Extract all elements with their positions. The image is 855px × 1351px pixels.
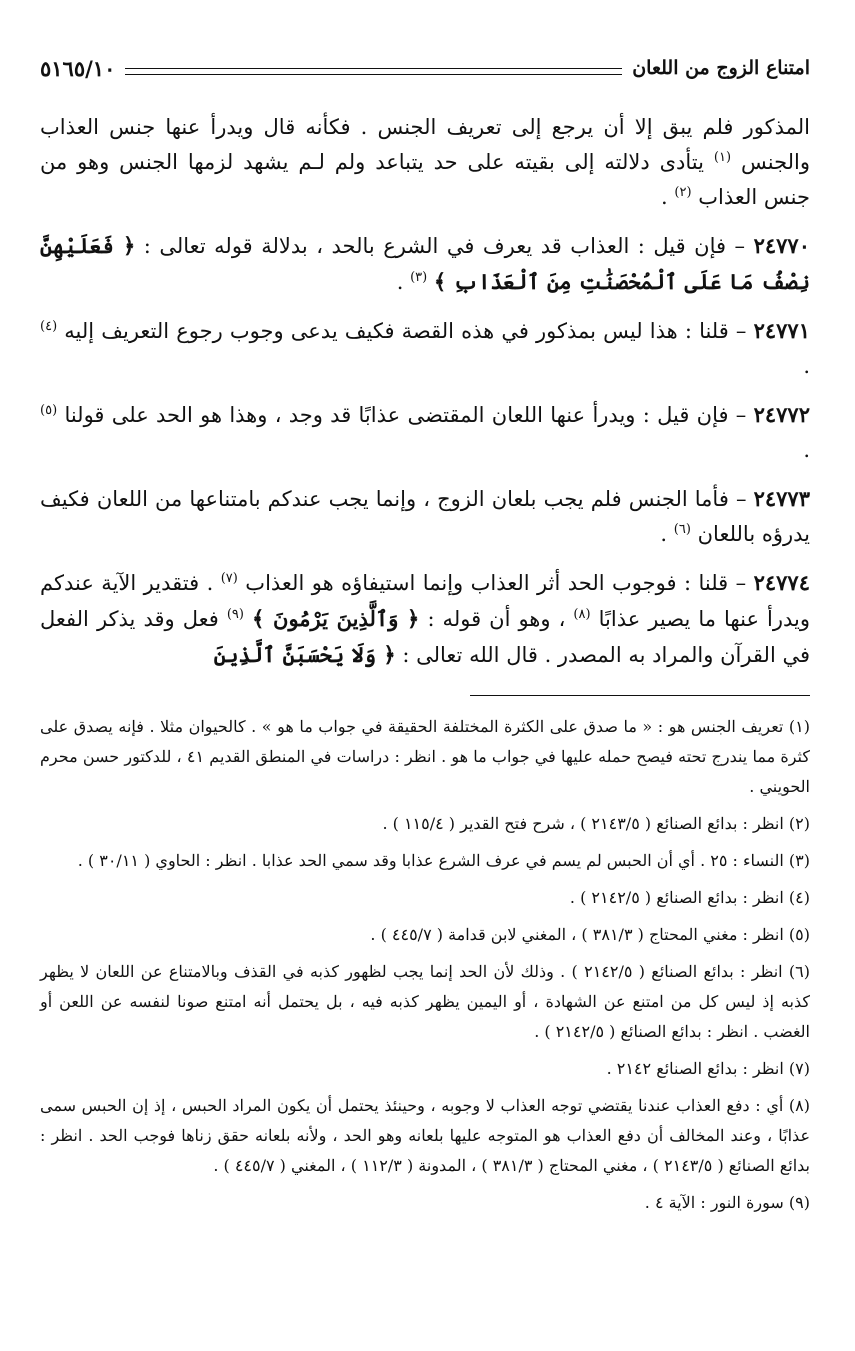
footnote-ref: (٢) — [674, 185, 692, 200]
paragraph-number: ٢٤٧٧١ — [753, 318, 810, 343]
footnote-ref: (٤) — [40, 319, 58, 334]
footnote-2: (٢) انظر : بدائع الصنائع ( ٢١٤٣/٥ ) ، شرح فتح القدير ( ١١٥/٤ ) . — [382, 814, 810, 833]
paragraph-number: ٢٤٧٧٢ — [753, 402, 810, 427]
page-header — [40, 48, 810, 88]
quran-verse: ﴿ فَعَلَيْهِنَّ نِصْفُ مَا عَلَى ٱلْمُحْصَنَٰتِ مِنَ ٱلْعَذَابِ ﴾ — [40, 233, 810, 294]
paragraph-text: – فإن قيل : ويدرأ عنها اللعان المقتضى عذابًا قد وجد ، وهذا هو الحد على قولنا — [64, 403, 747, 427]
intro-paragraph — [40, 110, 810, 215]
paragraph-24772 — [40, 397, 810, 468]
paragraph-24773 — [40, 481, 810, 552]
paragraph-number: ٢٤٧٧٣ — [753, 486, 810, 511]
footnote-ref: (٨) — [573, 607, 591, 622]
paragraph-24770 — [40, 228, 810, 300]
footnote-ref: (٧) — [220, 571, 238, 586]
paragraph-text-3: ، وهو أن قوله : — [427, 607, 566, 631]
paragraph-number: ٢٤٧٧٤ — [753, 570, 810, 595]
footnote-ref: (٣) — [410, 270, 428, 285]
footnotes — [40, 712, 810, 1218]
page-number: ٥١٦٥/١٠ — [40, 55, 116, 81]
footnote-separator — [470, 695, 810, 696]
paragraph-24774 — [40, 565, 810, 673]
footnote-ref: (٦) — [673, 522, 691, 537]
paragraph-24771 — [40, 313, 810, 384]
footnote-5: (٥) انظر : مغني المحتاج ( ٣٨١/٣ ) ، المغني لابن قدامة ( ٤٤٥/٧ ) . — [370, 925, 810, 944]
paragraph-end: . — [803, 354, 810, 378]
intro-text: المذكور فلم يبق إلا أن يرجع إلى تعريف الجنس . فكأنه قال ويدرأ عنها جنس العذاب والجنس — [40, 115, 810, 174]
footnote-6: (٦) انظر : بدائع الصنائع ( ٢١٤٢/٥ ) . وذلك لأن الحد إنما يجب لظهور كذبه في القذف وبالامتناع عن اللعان لا يظهر كذبه إذ ليس كل من امتنع عن الشهادة ، أو اليمين يظهر كذبه فيه ، بل يحتمل أنه امتنع صونا لنفسه عن اللعن أو الغضب . انظر : بدائع الصنائع ( ٢١٤٢/٥ ) . — [40, 962, 811, 1041]
intro-end: . — [661, 185, 668, 209]
footnote-ref: (١) — [713, 150, 732, 165]
main-text — [40, 110, 810, 673]
footnote-3: (٣) النساء : ٢٥ . أي أن الحبس لم يسم في عرف الشرع عذابا وقد سمي الحد عذابا . انظر : الحاوي ( ٣٠/١١ ) . — [77, 851, 810, 870]
quran-verse: ﴿ وَلَا يَحْسَبَنَّ ٱلَّذِينَ — [213, 642, 396, 667]
header-rule — [125, 68, 622, 75]
intro-text-cont: يتأدى دلالته إلى بقيته على حد يتباعد ولم لـم يشهد لزمها الجنس وهو من جنس العذاب — [40, 150, 810, 209]
paragraph-end: . — [803, 438, 810, 462]
paragraph-text-4: فعل وقد يذكر الفعل في القرآن والمراد به المصدر . قال الله تعالى : — [40, 607, 810, 667]
footnote-ref: (٩) — [226, 607, 244, 622]
footnote-4: (٤) انظر : بدائع الصنائع ( ٢١٤٢/٥ ) . — [569, 888, 810, 907]
footnote-8: (٨) أي : دفع العذاب عندنا يقتضي توجه العذاب لا وجوبه ، وحينئذ يحتمل أن يكون المراد الحبس ، إذ إن الحبس سمى عذابًا ، وعند المخالف أن دفع العذاب هو المتوجه عليها بلعانه وهو الحد ، ولأنه بلعانه حقق زناها فوجب الحد . انظر : بدائع الصنائع ( ٢١٤٣/٥ ) ، مغني المحتاج ( ٣٨١/٣ ) ، المدونة ( ١١٢/٣ ) ، المغني ( ٤٤٥/٧ ) . — [40, 1096, 810, 1175]
quran-verse: ﴿ وَٱلَّذِينَ يَرْمُونَ ﴾ — [252, 606, 420, 631]
footnote-9: (٩) سورة النور : الآية ٤ . — [644, 1193, 810, 1212]
footnote-1: (١) تعريف الجنس هو : « ما صدق على الكثرة المختلفة الحقيقة في جواب ما هو » . كالحيوان مثلا . فإنه يصدق على كثرة مما يندرج تحته فيصح حمله عليها في جواب ما هو . انظر : دراسات في المنطق القديم ٤١ ، للدكتور حسن محرم الحويني . — [40, 717, 810, 796]
footnote-ref: (٥) — [40, 403, 58, 418]
paragraph-end: . — [396, 270, 404, 294]
running-title: امتناع الزوج من اللعان — [632, 57, 810, 79]
footnote-7: (٧) انظر : بدائع الصنائع ٢١٤٢ . — [606, 1059, 810, 1078]
book-page — [40, 48, 810, 1338]
paragraph-text: – قلنا : هذا ليس بمذكور في هذه القصة فكيف يدعى وجوب رجوع التعريف إليه — [64, 319, 747, 343]
paragraph-end: . — [660, 522, 668, 546]
paragraph-text: – قلنا : فوجوب الحد أثر العذاب وإنما استيفاؤه هو العذاب — [245, 571, 747, 595]
paragraph-number: ٢٤٧٧٠ — [753, 233, 810, 258]
paragraph-text: – فأما الجنس فلم يجب بلعان الزوج ، وإنما يجب عندكم بامتناعها من اللعان فكيف يدرؤه باللعان — [40, 487, 810, 546]
paragraph-text: – فإن قيل : العذاب قد يعرف في الشرع بالحد ، بدلالة قوله تعالى : — [143, 234, 746, 258]
paragraph-text-2: . فتقدير الآية عندكم ويدرأ عنها ما يصير عذابًا — [40, 571, 811, 631]
